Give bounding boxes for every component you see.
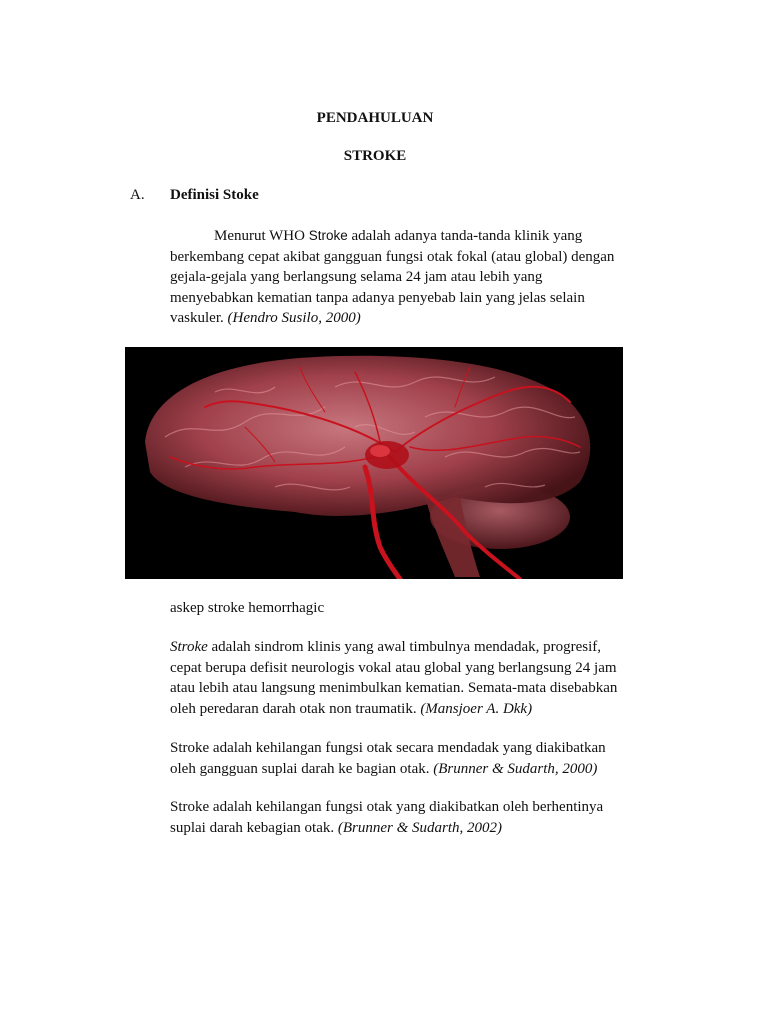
- section-title: Definisi Stoke: [170, 187, 259, 203]
- section-letter: A.: [130, 187, 145, 203]
- paragraph-line: Stroke adalah kehilangan fungsi otak yang diakibatkan oleh berhentinya: [170, 799, 604, 815]
- citation: (Mansjoer A. Dkk): [420, 700, 533, 717]
- document-title: PENDAHULUAN: [316, 110, 434, 126]
- paragraph-text: suplai darah kebagian otak.: [170, 819, 338, 836]
- paragraph-text: adalah sindrom klinis yang awal timbulnya mendadak, progresif,: [207, 639, 602, 655]
- citation: (Brunner & Sudarth, 2000): [433, 760, 598, 777]
- paragraph-text: oleh peredaran darah otak non traumatik.: [170, 700, 421, 717]
- paragraph-line: Stroke adalah kehilangan fungsi otak secara mendadak yang diakibatkan: [170, 740, 606, 756]
- figure-caption: askep stroke hemorrhagic: [170, 600, 325, 616]
- paragraph-line: [170, 308, 630, 329]
- document-subtitle: STROKE: [343, 148, 407, 164]
- brain-figure: [125, 347, 623, 579]
- paragraph-text: vaskuler.: [170, 310, 228, 326]
- stroke-term: Stroke: [170, 639, 208, 655]
- paragraph-who-definition: [170, 226, 630, 329]
- paragraph-text: oleh gangguan suplai darah ke bagian otak.: [170, 760, 434, 777]
- paragraph-line: berkembang cepat akibat gangguan fungsi otak fokal (atau global) dengan: [170, 248, 615, 265]
- citation: (Brunner & Sudarth, 2002): [337, 819, 503, 836]
- paragraph-definition-2: [170, 637, 630, 719]
- paragraph-line: [170, 699, 630, 720]
- paragraph-line: menyebabkan kematian tanpa adanya penyebab lain yang jelas selain: [170, 289, 585, 306]
- citation: (Hendro Susilo, 2000): [227, 310, 361, 326]
- paragraph-definition-3: [170, 738, 630, 779]
- paragraph-line: cepat berupa defisit neurologis vokal atau global yang berlangsung 24 jam: [170, 659, 617, 676]
- paragraph-line: [170, 226, 630, 247]
- brain-illustration-icon: [125, 347, 623, 579]
- paragraph-line: gejala-gejala yang berlangsung selama 24 jam atau lebih yang: [170, 269, 543, 285]
- paragraph-line: [170, 637, 630, 658]
- paragraph-line: [170, 818, 630, 839]
- stroke-term: Stroke: [308, 228, 348, 243]
- paragraph-text: adalah adanya tanda-tanda klinik yang: [347, 228, 583, 244]
- paragraph-definition-4: [170, 797, 630, 838]
- paragraph-text: Menurut WHO: [214, 228, 309, 244]
- paragraph-line: [170, 759, 630, 780]
- paragraph-line: atau lebih atau langsung menimbulkan kematian. Semata-mata disebabkan: [170, 680, 618, 696]
